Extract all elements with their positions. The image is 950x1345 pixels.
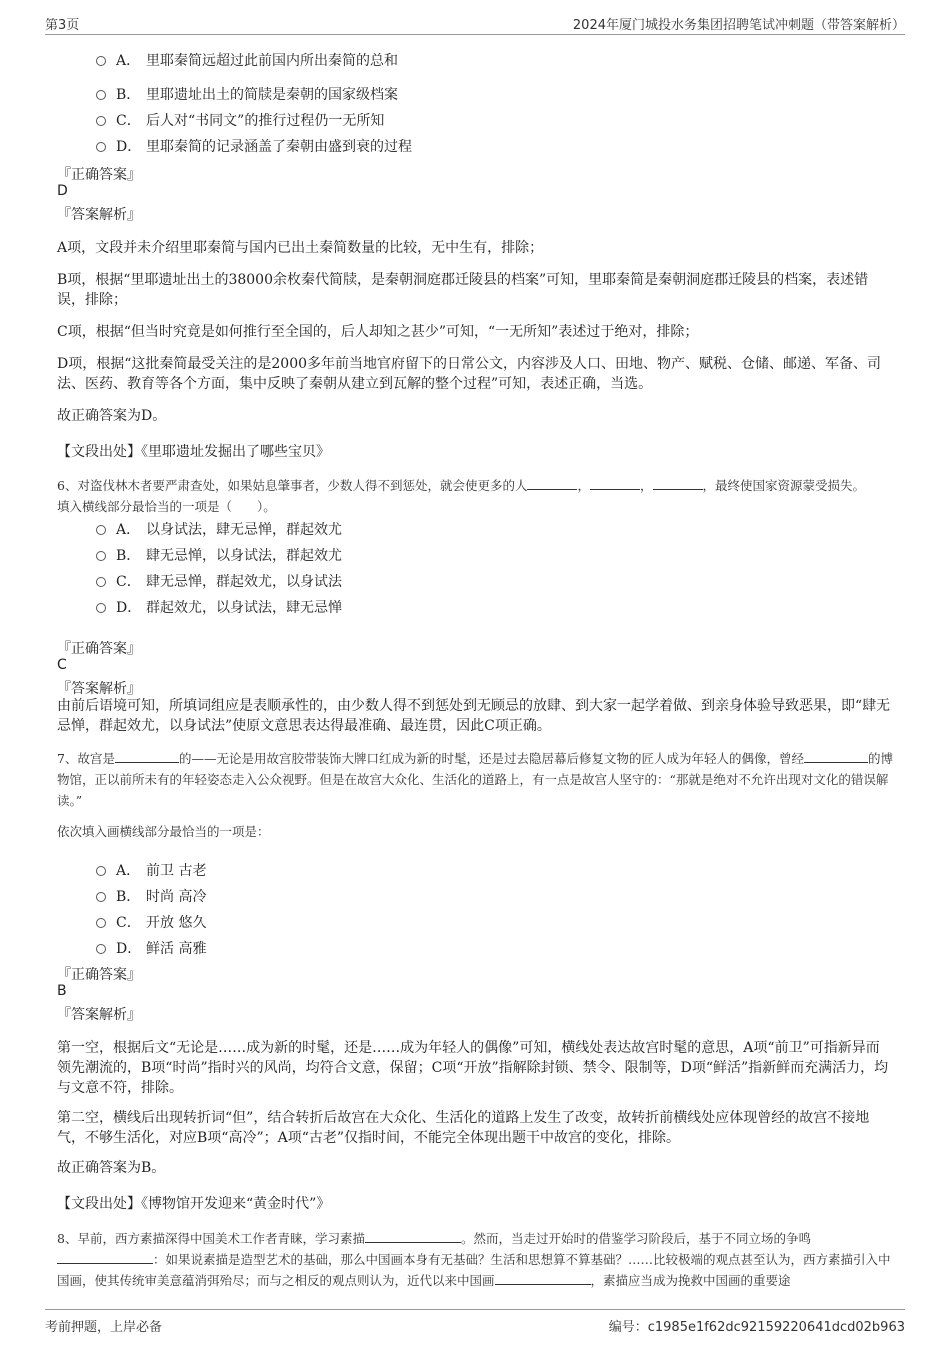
- q7-stem: 7、故宫是 的——无论是用故宫胶带装饰大牌口红成为新的时髦，还是过去隐居幕后修复文物的匠人成为年轻人的偶像，曾经 的博物馆，正以前所未有的年轻姿态走入公众视野。但是在故宫大众化、生活化的道路上，有一点是故宫人坚守的：“那就是绝对不允许出现对文化的错误解读。”: [57, 751, 893, 808]
- q5-option-a[interactable]: A． 里耶秦简远超过此前国内所出秦简的总和: [96, 50, 398, 70]
- q6-analysis-label: 『答案解析』: [57, 681, 141, 697]
- page-header: [45, 12, 905, 35]
- radio-icon[interactable]: [96, 56, 106, 66]
- q7-blank-2: [804, 750, 868, 763]
- page-footer: [45, 1309, 905, 1340]
- q7-blank-1: [115, 750, 179, 763]
- q7-conclusion: 故正确答案为B。: [57, 1160, 166, 1176]
- q5-conclusion: 故正确答案为D。: [57, 408, 167, 424]
- q6-option-c[interactable]: C． 肆无忌惮，群起效尤，以身试法: [96, 571, 342, 591]
- q6-option-d[interactable]: D． 群起效尤，以身试法，肆无忌惮: [96, 597, 342, 617]
- q7-option-a[interactable]: A． 前卫 古老: [96, 860, 206, 880]
- q6-blank-3: [653, 477, 703, 490]
- q5-source: 【文段出处】《里耶遗址发掘出了哪些宝贝》: [57, 444, 330, 460]
- q8-blank-1: [365, 1230, 461, 1243]
- q8-blank-2: [57, 1251, 153, 1264]
- q7-answer: B: [57, 983, 67, 999]
- q8-stem: 8、早前，西方素描深得中国美术工作者青睐，学习素描 。然而，当走过开始时的借鉴学习阶段后，基于不同立场的争鸣：如果说素描是造型艺术的基础，那么中国画本身有无基础？生活和思想算不算基础？……比较极端的观点甚至认为，西方素描引入中国画，使其传统审美意蕴消弭殆尽；而与之相反的观点则认为，近代以来中国画 ，素描应当成为挽救中国画的重要途: [57, 1231, 891, 1288]
- q7-option-d[interactable]: D． 鲜活 高雅: [96, 938, 206, 958]
- q5-analysis-d: D项，根据“这批秦简最受关注的是2000多年前当地官府留下的日常公文，内容涉及人口、田地、物产、赋税、仓储、邮递、军备、司法、医药、教育等各个方面，集中反映了秦朝从建立到瓦解的整个过程”可知，表述正确，当选。: [57, 356, 882, 392]
- footer-slogan: 考前押题，上岸必备: [45, 1320, 163, 1335]
- q6-analysis: 由前后语境可知，所填词组应是表顺承性的，由少数人得不到惩处到无顾忌的放肆、到大家一起学着做、到亲身体验导致恶果，即“肆无忌惮，群起效尤，以身试法”使原文意思表达得最准确、最连贯，因此C项正确。: [57, 698, 891, 734]
- document-title: 2024年厦门城投水务集团招聘笔试冲刺题（带答案解析）: [572, 18, 905, 33]
- q7-option-b[interactable]: B． 时尚 高冷: [96, 886, 206, 906]
- q5-analysis-a: A项，文段并未介绍里耶秦简与国内已出土秦简数量的比较，无中生有，排除；: [57, 240, 544, 256]
- radio-icon[interactable]: [96, 116, 106, 126]
- q7-analysis-label: 『答案解析』: [57, 1007, 141, 1023]
- radio-icon[interactable]: [96, 918, 106, 928]
- radio-icon[interactable]: [96, 866, 106, 876]
- q6-blank-1: [527, 477, 577, 490]
- q7-instruction: 依次填入画横线部分最恰当的一项是：: [57, 824, 270, 839]
- q6-option-a[interactable]: A． 以身试法，肆无忌惮，群起效尤: [96, 519, 342, 539]
- q7-source: 【文段出处】《博物馆开发迎来“黄金时代”》: [57, 1196, 331, 1212]
- radio-icon[interactable]: [96, 90, 106, 100]
- q6-stem: 6、对盗伐林木者要严肃查处，如果姑息肇事者，少数人得不到惩处，就会使更多的人 ， ， ，最终使国家资源蒙受损失。 填入横线部分最恰当的一项是（ ）。: [57, 478, 866, 514]
- q7-option-c[interactable]: C． 开放 悠久: [96, 912, 206, 932]
- q5-answer: D: [57, 183, 68, 199]
- radio-icon[interactable]: [96, 525, 106, 535]
- q5-option-b[interactable]: B． 里耶遗址出土的简牍是秦朝的国家级档案: [96, 84, 398, 104]
- radio-icon[interactable]: [96, 892, 106, 902]
- q6-answer-label: 『正确答案』: [57, 641, 141, 657]
- q7-answer-label: 『正确答案』: [57, 967, 141, 983]
- radio-icon[interactable]: [96, 577, 106, 587]
- q6-answer: C: [57, 657, 67, 673]
- q5-answer-label: 『正确答案』: [57, 167, 141, 183]
- page-number: 第3页: [45, 18, 80, 33]
- q5-analysis-c: C项，根据“但当时究竟是如何推行至全国的，后人却知之甚少”可知，“一无所知”表述过于绝对，排除；: [57, 324, 699, 340]
- q7-analysis-first: 第一空，根据后文“无论是……成为新的时髦，还是……成为年轻人的偶像”可知，横线处表达故宫时髦的意思，A项“前卫”可指新异而领先潮流的，B项“时尚”指时兴的风尚，均符合文意，保留；C项“开放”指解除封锁、禁令、限制等，D项“鲜活”指新鲜而充满活力，均与文意不符，排除。: [57, 1040, 889, 1096]
- q5-analysis-label: 『答案解析』: [57, 207, 141, 223]
- radio-icon[interactable]: [96, 142, 106, 152]
- q5-analysis-b: B项，根据“里耶遗址出土的38000余枚秦代简牍，是秦朝洞庭郡迁陵县的档案”可知，里耶秦简是秦朝洞庭郡迁陵县的档案，表述错误，排除；: [57, 272, 869, 308]
- q6-option-b[interactable]: B． 肆无忌惮，以身试法，群起效尤: [96, 545, 342, 565]
- q5-option-d[interactable]: D． 里耶秦简的记录涵盖了秦朝由盛到衰的过程: [96, 136, 412, 156]
- document-id: 编号：c1985e1f62dc92159220641dcd02b963: [608, 1320, 905, 1335]
- radio-icon[interactable]: [96, 944, 106, 954]
- radio-icon[interactable]: [96, 603, 106, 613]
- radio-icon[interactable]: [96, 551, 106, 561]
- q7-analysis-second: 第二空，横线后出现转折词“但”，结合转折后故宫在大众化、生活化的道路上发生了改变，故转折前横线处应体现曾经的故宫不接地气，不够生活化，对应B项“高冷”；A项“古老”仅指时间，不能完全体现出题干中故宫的变化，排除。: [57, 1110, 870, 1146]
- q5-option-c[interactable]: C． 后人对“书同文”的推行过程仍一无所知: [96, 110, 384, 130]
- q8-blank-3: [495, 1272, 591, 1285]
- q6-blank-2: [590, 477, 640, 490]
